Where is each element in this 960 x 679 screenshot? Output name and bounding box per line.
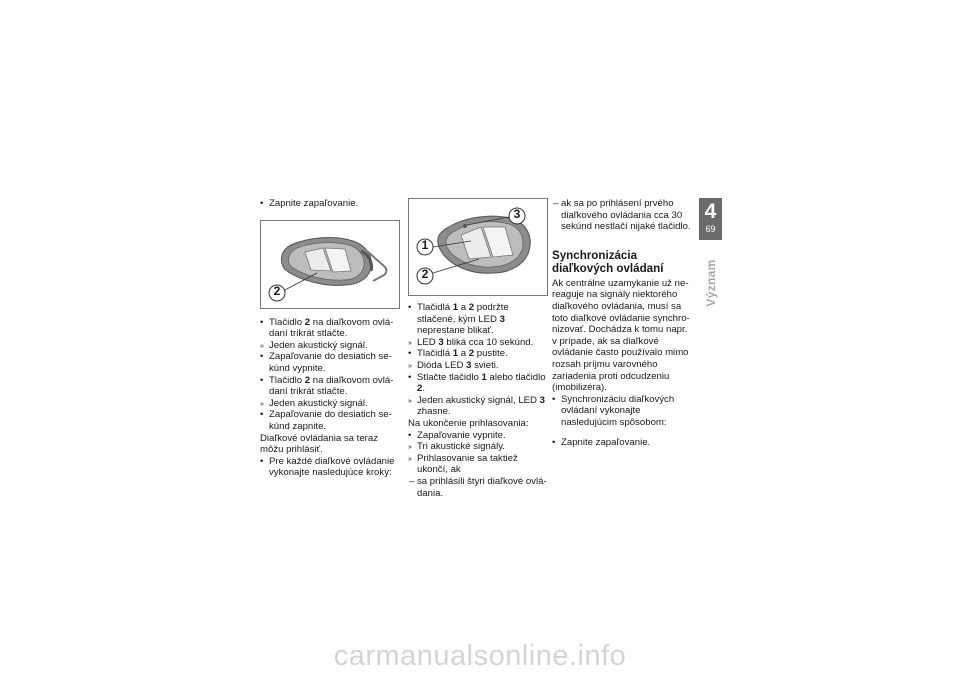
list-item: » Jeden akustický signál. [260, 397, 368, 409]
list-item: » Dióda LED 3 svieti. [408, 359, 499, 371]
list-item: • Pre každé diaľkové ovládanie vykonajte nasledujúce kroky: [260, 455, 395, 479]
list-item: – ak sa po prihlásení prvého diaľkového ovládania cca 30 sekúnd nestlačí nijaké tlačidlo. [553, 198, 691, 233]
paragraph: Ak centrálne uzamykanie už nereaguje na signály niektorého diaľkového ovládania, musí sa toto diaľkové ovládanie synchronizovať. Dochádza k tomu napr. v prípade, ak sa diaľkové ovládanie často používalo mimo rozsah príjmu varovného zariadenia proti odcudzeniu (imobilizéra). [552, 277, 690, 394]
figure-2-callout: 3 [513, 207, 521, 221]
column-2 [408, 198, 548, 499]
list-item: • Zapnite zapaľovanie. [552, 436, 651, 448]
paragraph: Diaľkové ovládania sa teraz môžu prihlásiť. [260, 432, 378, 456]
list-item: » Tri akustické signály. [408, 441, 505, 453]
page-number: 69 [705, 224, 716, 234]
list-item: – sa prihlásili štyri diaľkové ovládania. [409, 475, 547, 499]
list-item: » Jeden akustický signál, LED 3 zhasne. [408, 394, 545, 418]
list-item: » Prihlasovanie sa taktiež ukončí, ak [408, 452, 518, 476]
list-item: • Synchronizáciu diaľkových ovládaní vykonajte nasledujúcim spôsobom: [552, 393, 675, 428]
list-item: » LED 3 bliká cca 10 sekúnd. [408, 336, 534, 348]
list-item: • Tlačidlo 2 na diaľkovom ovládaní trikrát stlačte. [260, 316, 394, 340]
chapter-number: 4 [704, 200, 717, 223]
watermark: carmanualsonline.info [333, 640, 627, 672]
list-item: • Zapaľovanie do desiatich sekúnd zapnite. [260, 409, 392, 432]
chapter-side-label: Význam [704, 259, 718, 307]
list-item: • Tlačidlá 1 a 2 pustite. [408, 348, 508, 360]
column-3 [552, 198, 692, 448]
list-item: • Tlačidlo 2 na diaľkovom ovládaní trikrát stlačte. [260, 374, 394, 398]
paragraph: Na ukončenie prihlasovania: [408, 417, 529, 429]
section-heading: Synchronizácia diaľkových ovládaní [552, 248, 664, 275]
list-item: » Jeden akustický signál. [260, 339, 368, 351]
list-item: • Stlačte tlačidlo 1 alebo tlačidlo 2. [408, 371, 546, 395]
column-1 [260, 198, 400, 479]
list-item: • Zapaľovanie do desiatich sekúnd vypnite. [260, 351, 392, 374]
list-item: • Zapnite zapaľovanie. [260, 198, 359, 209]
remote-key-figure-2 [408, 198, 548, 296]
figure-2-callout: 1 [421, 238, 429, 252]
chapter-tab [699, 198, 722, 240]
list-item: • Tlačidlá 1 a 2 podržte stlačené, kým LED 3 neprestane blikať. [408, 302, 509, 337]
remote-key-figure-1 [260, 220, 400, 309]
list-item: • Zapaľovanie vypnite. [408, 429, 506, 441]
figure-1-callout: 2 [273, 283, 281, 298]
figure-2-callout: 2 [421, 267, 429, 281]
